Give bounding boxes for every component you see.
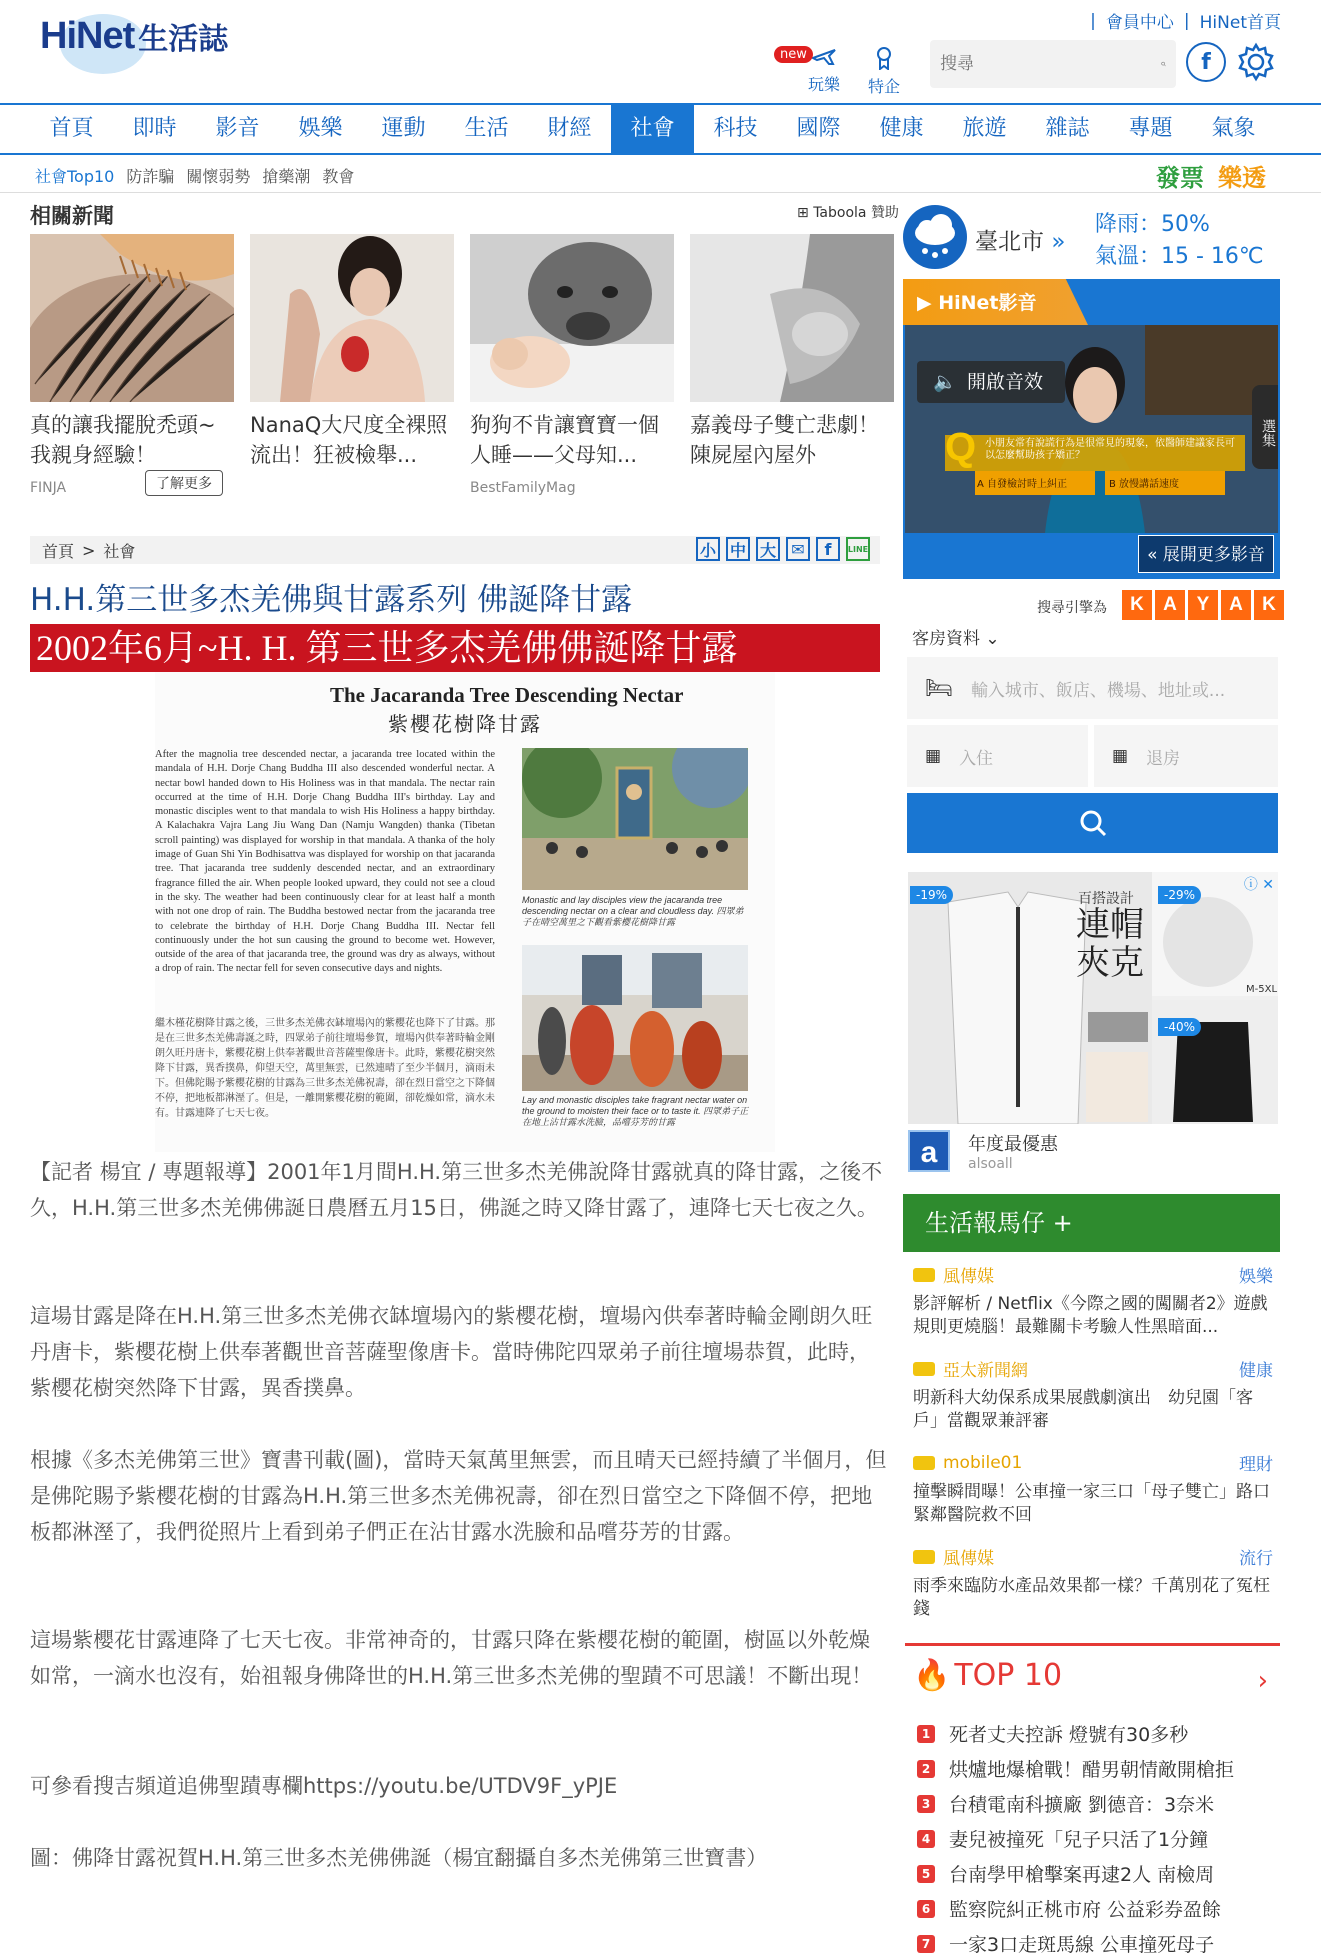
playlist-tab[interactable]: 選集 — [1252, 385, 1278, 469]
scan-photo-tree — [522, 748, 748, 890]
ad-choices-icon[interactable]: ⓘ ✕ — [1243, 877, 1274, 893]
jacket-ad[interactable] — [908, 872, 1278, 1177]
sub-nav — [35, 164, 354, 187]
nav-society[interactable]: 社會 — [611, 105, 694, 153]
learn-more-button[interactable]: 了解更多 — [145, 470, 223, 496]
card-source: FINJA — [30, 480, 67, 496]
life-news-item[interactable]: mobile01 理財 撞擊瞬間曝！公車撞一家三口「母子雙亡」路口緊鄰醫院救不回 — [913, 1452, 1273, 1525]
weather-city: 臺北市 » — [975, 229, 1066, 255]
subnav-medicine[interactable]: 搶藥潮 — [262, 167, 311, 186]
discount-tag-2: -29% — [1158, 886, 1201, 904]
scan-body-zh: 繼木槿花樹降甘露之後，三世多杰羌佛衣缽壇場內的紫櫻花也降下了甘露。那是在三世多杰羌佛壽誕之時，四眾弟子前往壇場參賀，壇場內供奉著時輪金剛朗久旺丹唐卡，紫櫻花樹上供奉著觀世音菩薩聖像唐卡。此時，紫櫻花樹突然降下甘露，異香撲鼻，仰望天空，萬里無雲，已然連晴了至少半個月，滴雨未下。但佛陀賜予紫櫻花樹的甘露為三世多杰羌佛祝壽，卻在烈日當空之下降個不停，把地板都淋溼了。但是，一離開紫櫻花樹的範圍，卻乾燥如常，滴水未有。甘露連降了七天七夜。 — [155, 1018, 495, 1119]
checkin-field[interactable]: ▦ 入住 — [907, 725, 1088, 787]
breadcrumb-home[interactable]: 首頁 — [42, 541, 75, 561]
top10-item[interactable]: 1 死者丈夫控訴 燈號有30多秒 — [917, 1720, 1188, 1747]
site-logo[interactable] — [40, 14, 228, 58]
font-small-button[interactable]: 小 — [696, 537, 720, 561]
play-label: 玩樂 — [808, 75, 841, 94]
nav-live[interactable]: 即時 — [132, 116, 177, 141]
ad-tagline: 百搭設計 — [1078, 891, 1134, 907]
search-input[interactable] — [940, 54, 1161, 74]
discount-tag-3: -40% — [1158, 1018, 1201, 1036]
article-paragraph-1: 【記者 楊宜 / 專題報導】2001年1月間H.H.第三世多杰羌佛說降甘露就真的降甘露，之後不久，H.H.第三世多杰羌佛佛誕日農曆五月15日，佛誕之時又降甘露了，連降七天七夜之久。 — [30, 1160, 883, 1220]
chevron-right-icon[interactable]: › — [1257, 1666, 1268, 1696]
search-box — [930, 40, 1176, 88]
video-widget — [903, 279, 1280, 579]
font-medium-button[interactable]: 中 — [726, 537, 750, 561]
checkout-field[interactable]: ▦ 退房 — [1094, 725, 1278, 787]
ad-brand: alsoall — [968, 1156, 1013, 1172]
special-label: 特企 — [868, 77, 901, 96]
font-large-button[interactable]: 大 — [756, 537, 780, 561]
nav-video[interactable]: 影音 — [215, 116, 260, 141]
medal-icon — [873, 46, 895, 70]
article-paragraph-6: 圖：佛降甘露祝賀H.H.第三世多杰羌佛佛誕（楊宜翻攝自多杰羌佛第三世寶書） — [30, 1846, 768, 1870]
quiz-option-b: B 放慢講話速度 — [1109, 479, 1180, 490]
lotto-link[interactable]: 樂透 — [1218, 164, 1266, 192]
scan-heading-en: The Jacaranda Tree Descending Nectar — [330, 683, 684, 707]
video-header — [903, 279, 1280, 325]
ad-size: M-5XL — [1246, 984, 1278, 995]
scan-caption-2: Lay and monastic disciples take fragrant nectar water on the ground to moisten their face or to taste it. 四眾弟子正在地上沾甘露水洗臉，品嚐芬芳的甘露 — [522, 1095, 749, 1127]
nav-sports[interactable]: 運動 — [381, 116, 426, 141]
breadcrumb-sep: > — [82, 540, 96, 560]
video-player[interactable] — [905, 325, 1278, 533]
life-news-item[interactable]: 風傳媒 娛樂 影評解析 / Netflix《今際之國的闖關者2》遊戲規則更燒腦！最難關卡考驗人性黑暗面... — [913, 1267, 1273, 1337]
bed-icon: 🛏 — [925, 675, 953, 701]
hinet-home-link[interactable]: HiNet首頁 — [1199, 13, 1281, 33]
speaker-icon: 🔈 — [933, 371, 957, 393]
weather-rain: 降雨：50% — [1095, 212, 1210, 237]
top10-title[interactable]: 🔥 TOP 10 — [913, 1658, 1063, 1693]
subnav-church[interactable]: 教會 — [322, 167, 355, 186]
source-icon — [913, 1268, 935, 1282]
subnav-anti-fraud[interactable]: 防詐騙 — [126, 167, 175, 186]
calendar-icon: ▦ — [1112, 746, 1129, 766]
source-icon — [913, 1362, 935, 1376]
nav-feature[interactable]: 專題 — [1128, 116, 1173, 141]
weather-temp: 氣溫：15 - 16℃ — [1095, 244, 1264, 269]
card-caption: 狗狗不肯讓寶寶一個人睡——父母知... — [470, 413, 659, 467]
nav-health[interactable]: 健康 — [879, 116, 924, 141]
scan-caption-1: Monastic and lay disciples view the jacaranda tree descending nectar on a clear and cloudless day. 四眾弟子在晴空萬里之下觀看紫櫻花樹降甘露 — [522, 895, 744, 927]
article-banner: 2002年6月~H. H. 第三世多杰羌佛佛誕降甘露 — [30, 624, 880, 672]
room-data-dropdown[interactable]: 客房資料 ⌄ — [912, 629, 1000, 649]
top10-widget — [905, 1643, 1280, 1956]
logo-text: HiNet — [40, 14, 135, 57]
kayak-label: 搜尋引擎為 — [1037, 600, 1107, 616]
rain-cloud-icon — [903, 205, 967, 269]
related-card-2[interactable] — [250, 234, 454, 470]
card-image — [30, 234, 234, 402]
nav-tech[interactable]: 科技 — [713, 116, 758, 141]
top10-item[interactable]: 6 監察院糾正桃市府 公益彩券盈餘 — [917, 1895, 1221, 1922]
card-image — [470, 234, 674, 402]
city-search-field[interactable]: 🛏 輸入城市、飯店、機場、地址或... — [907, 657, 1278, 719]
source-icon — [913, 1550, 935, 1564]
video-title[interactable]: ▶ HiNet影音 — [917, 292, 1037, 314]
search-icon — [1078, 808, 1108, 838]
quiz-q: Q — [945, 425, 977, 469]
article-paragraph-2: 這場甘露是降在H.H.第三世多杰羌佛衣缽壇場內的紫櫻花樹，壇場內供奉著時輪金剛朗久旺丹唐卡，紫櫻花樹上供奉著觀世音菩薩聖像唐卡。當時佛陀四眾弟子前往壇場恭賀，此時，紫櫻花樹突然降下甘露，異香撲鼻。 — [30, 1304, 873, 1400]
card-caption: 真的讓我擺脫禿頭~我親身經驗！ — [30, 413, 216, 467]
discount-tag-1: -19% — [910, 886, 953, 904]
new-badge: new — [774, 46, 813, 63]
nav-home[interactable]: 首頁 — [49, 116, 94, 141]
life-news-item[interactable]: 亞太新聞網 健康 明新科大幼保系成果展戲劇演出 幼兒園「客戶」當觀眾兼評審 — [913, 1361, 1273, 1431]
scan-heading-zh: 紫櫻花樹降甘露 — [388, 712, 542, 736]
top-links: | 會員中心 | HiNet首頁 — [1090, 8, 1281, 33]
calendar-icon: ▦ — [925, 746, 942, 766]
top10-item[interactable]: 3 台積電南科擴廠 劉德音：3奈米 — [917, 1790, 1214, 1817]
member-center-link[interactable]: 會員中心 — [1105, 13, 1174, 33]
nav-travel[interactable]: 旅遊 — [962, 116, 1007, 141]
font-size-controls — [696, 537, 870, 561]
card-image — [250, 234, 454, 402]
lottery-links — [1156, 158, 1266, 193]
article-title: H.H.第三世多杰羌佛與甘露系列 佛誕降甘露 — [30, 582, 633, 618]
logo-sub: 生活誌 — [138, 22, 229, 57]
nav-life[interactable]: 生活 — [464, 116, 509, 141]
facebook-icon[interactable]: f — [1186, 42, 1226, 82]
special-button[interactable] — [868, 46, 900, 97]
quiz-option-a: A 自發檢討時上糾正 — [977, 479, 1068, 490]
scan-photo-disciples — [522, 945, 748, 1091]
top10-item[interactable]: 2 烘爐地爆槍戰！醋男朝情敵開槍拒 — [917, 1755, 1234, 1782]
line-share-icon[interactable]: LINE — [846, 537, 870, 561]
more-videos-button[interactable]: « 展開更多影音 — [1138, 535, 1274, 573]
card-image — [690, 234, 894, 402]
hotel-search-button[interactable] — [907, 793, 1278, 853]
main-nav — [0, 103, 1321, 155]
card-source: BestFamilyMag — [470, 480, 576, 496]
advertiser-logo: a — [908, 1130, 950, 1172]
article-paragraph-4: 這場紫櫻花甘露連降了七天七夜。非常神奇的，甘露只降在紫櫻花樹的範圍，樹區以外乾燥如常，一滴水也沒有，始祖報身佛降世的H.H.第三世多杰羌佛的聖蹟不可思議！不斷出現！ — [30, 1628, 873, 1688]
facebook-share-icon[interactable]: f — [816, 537, 840, 561]
life-news-header[interactable]: 生活報馬仔 + — [903, 1194, 1280, 1252]
related-card-3[interactable] — [470, 234, 674, 496]
card-caption: NanaQ大尺度全裸照流出！狂被檢舉... — [250, 413, 448, 467]
breadcrumb-section[interactable]: 社會 — [103, 541, 136, 561]
kayak-logo[interactable]: K A Y A K — [1122, 590, 1284, 620]
source-icon — [913, 1456, 935, 1470]
taboola-sponsor[interactable]: ⊞ Taboola 贊助 — [797, 205, 899, 221]
top10-item[interactable]: 4 妻兒被撞死「兒子只活了1分鐘 — [917, 1825, 1208, 1852]
weather-widget[interactable] — [903, 205, 1283, 273]
search-icon[interactable] — [1161, 51, 1166, 77]
nav-weather[interactable]: 氣象 — [1211, 116, 1256, 141]
top10-item[interactable]: 5 台南學甲槍擊案再逮2人 南檢周 — [917, 1860, 1214, 1887]
divider — [0, 192, 1321, 193]
invoice-link[interactable]: 發票 — [1156, 164, 1204, 192]
article-paragraph-5: 可參看搜吉頻道追佛聖蹟專欄https://youtu.be/UTDV9F_yPJE — [30, 1774, 618, 1798]
nav-magazine[interactable]: 雜誌 — [1045, 116, 1090, 141]
top10-item[interactable]: 7 一家3口走斑馬線 公車撞死母子 — [917, 1930, 1214, 1957]
scan-body-en: After the magnolia tree descended nectar, a jacaranda tree located within the mandala of H.H. Dorje Chang Buddha III also descended wonderful nectar. A nectar bowl handed down to His Holiness was in that mandala. The nectar rain occurred at the time of H.H. Dorje Chang Buddha III's birthday. Lay and monastic disciples went to that mandala to wish His Holiness a happy birthday. A Kalachakra Vajra Lang Jiu Wang Dan (Namju Wangden) thanka (Tibetan scroll painting) was displayed for worship in that mandala. A thanka of the holy image of Guan Shi Yin Bodhisattva was displayed for worship on that jacaranda tree. That jacaranda tree suddenly descended nectar, and an extraordinary fragrance filled the air. When people looked upward, they could not see a cloud in the sky. The weather had been continuously clear for at least half a month with not one drop of rain. The Buddha bestowed nectar from the jacaranda tree to celebrate the birthday of H.H. Dorje Chang Buddha III. Nectar fell continuously under the hot sun causing the ground to become wet. However, outside of the area of that jacaranda tree, the ground was dry as always, without a drop of rain. The nectar fell for seven consecutive days and nights. — [155, 749, 495, 975]
subnav-care[interactable]: 關懷弱勢 — [186, 167, 251, 186]
nav-finance[interactable]: 財經 — [547, 116, 592, 141]
related-title: 相關新聞 — [30, 204, 114, 228]
gear-icon[interactable] — [1236, 42, 1276, 86]
life-news-item[interactable]: 風傳媒 流行 雨季來臨防水產品效果都一樣？千萬別花了冤枉錢 — [913, 1549, 1273, 1619]
article-paragraph-3: 根據《多杰羌佛第三世》寶書刊載(圖)，當時天氣萬里無雲，而且晴天已經持續了半個月，但是佛陀賜予紫櫻花樹的甘露為H.H.第三世多杰羌佛祝壽，卻在烈日當空之下降個不停，把地板都淋溼了，我們從照片上看到弟子們正在沾甘露水洗臉和品嚐芬芳的甘露。 — [30, 1448, 887, 1544]
ad-title: 連帽 夾克 — [1076, 905, 1144, 983]
mail-icon[interactable]: ✉ — [786, 537, 810, 561]
nav-international[interactable]: 國際 — [796, 116, 841, 141]
play-button[interactable] — [780, 46, 841, 95]
enable-sound-button[interactable]: 🔈 開啟音效 — [917, 361, 1065, 403]
plane-icon — [811, 46, 837, 68]
ad-headline: 年度最優惠 — [968, 1134, 1058, 1155]
subnav-top10[interactable]: 社會Top10 — [35, 167, 115, 186]
related-card-1[interactable] — [30, 234, 234, 496]
quiz-text: 小朋友常有說謊行為是很常見的現象，依醫師建議家長可以怎麼幫助孩子矯正？ — [985, 438, 1235, 461]
nav-entertainment[interactable]: 娛樂 — [298, 116, 343, 141]
card-caption: 嘉義母子雙亡悲劇！陳屍屋內屋外 — [690, 413, 879, 467]
flame-icon: 🔥 — [913, 1658, 951, 1693]
weather-info — [1095, 209, 1264, 273]
related-card-4[interactable] — [690, 234, 894, 470]
